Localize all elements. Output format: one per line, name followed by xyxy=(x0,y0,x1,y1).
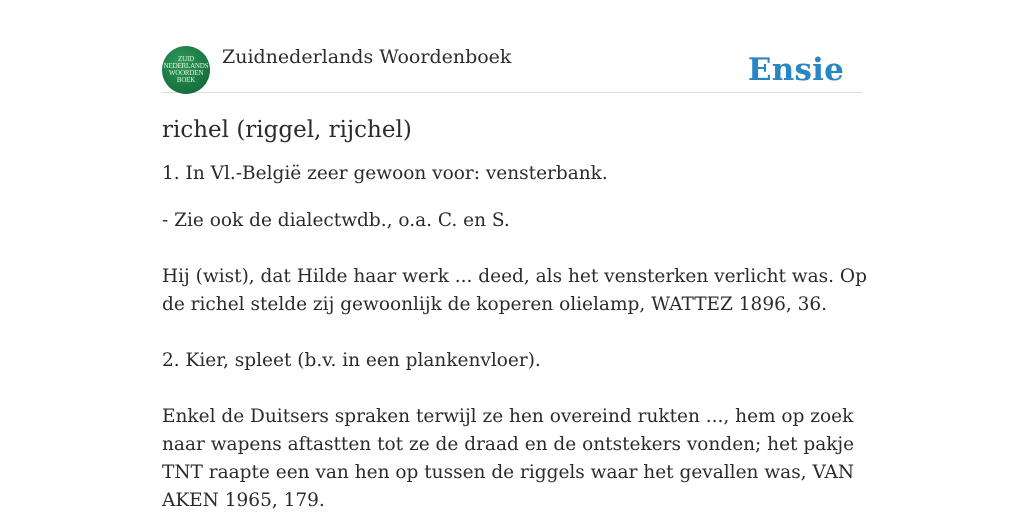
dictionary-logo[interactable] xyxy=(162,46,210,94)
logo-line-1: ZUID xyxy=(178,55,194,63)
ensie-brand-link[interactable]: Ensie xyxy=(747,52,844,88)
sense-2: 2. Kier, spleet (b.v. in een plankenvloer). xyxy=(162,350,541,371)
logo-line-4: BOEK xyxy=(176,76,196,84)
citation-1: Hij (wist), dat Hilde haar werk ... deed, als het vensterken verlicht was. Op de richel stelde zij gewoonlijk de koperen olielamp, WATTEZ 1896, 36. xyxy=(162,266,867,315)
logo-line-3: WOORDEN xyxy=(168,69,204,77)
cross-reference-note: - Zie ook de dialectwdb., o.a. C. en S. xyxy=(162,210,510,231)
site-header xyxy=(162,44,862,93)
sense-1: 1. In Vl.-België zeer gewoon voor: vensterbank. xyxy=(162,163,608,184)
citation-2: Enkel de Duitsers spraken terwijl ze hen overeind rukten ..., hem op zoek naar wapens aftastten tot ze de draad en de ontstekers vonden; het pakje TNT raapte een van hen op tussen de riggels waar het gevallen was, VAN AKEN 1965, 179. xyxy=(162,406,855,511)
entry-content xyxy=(162,112,872,512)
entry-headword: richel (riggel, rijchel) xyxy=(162,117,412,143)
dictionary-name-link[interactable]: Zuidnederlands Woordenboek xyxy=(222,46,512,68)
logo-line-2: NEDERLANDS xyxy=(163,62,209,70)
